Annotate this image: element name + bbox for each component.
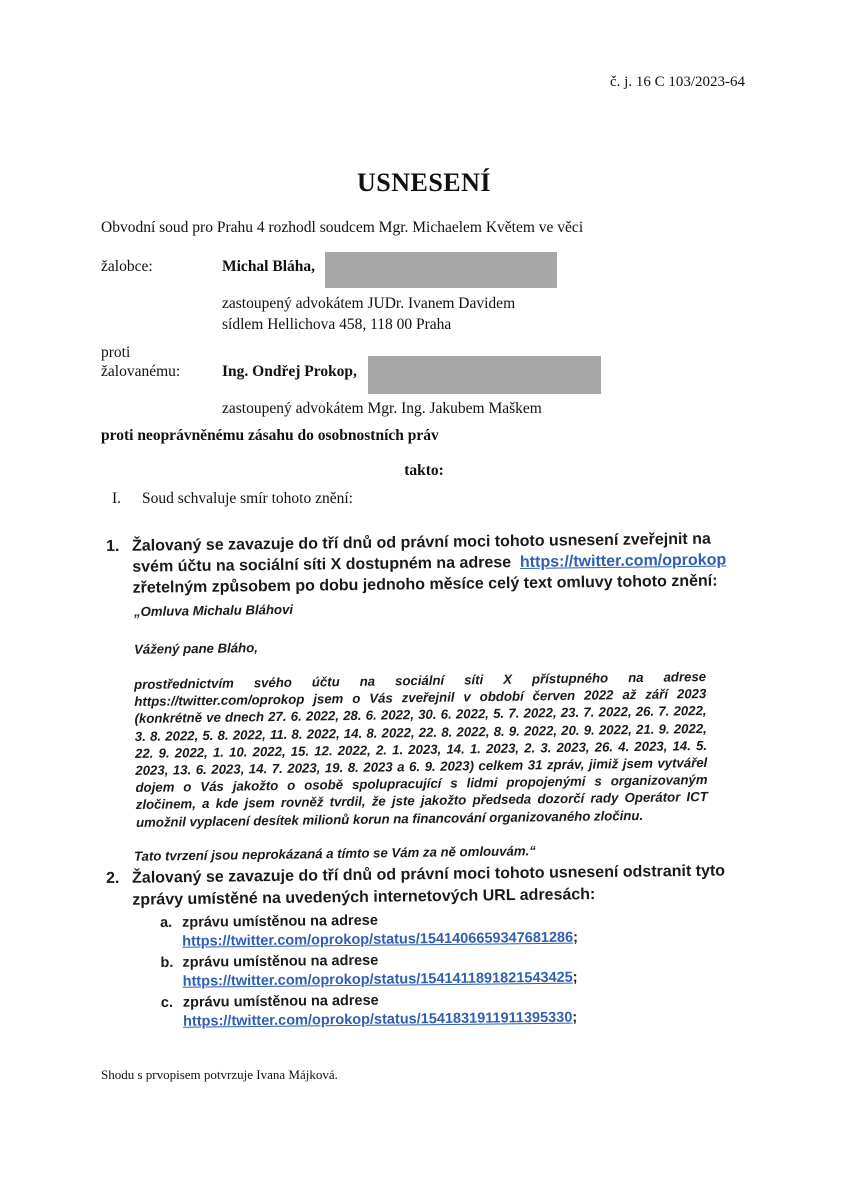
apology-body: prostřednictvím svého účtu na sociální síti X přístupného na adrese https://twitter.com/oprokop jsem o Vás zveřejnil v období červen 2022 až září 2023 (konkrétně ve dnech 27. 6. 2022, 28. 6. 2022, 30. 6. 2022, 5. 7. 2022, 23. 7. 2022, 26. 7. 2022, 3. 8. 2022, 5. 8. 2022, 11. 8. 2022, 14. 8. 2022, 22. 8. 2022, 8. 9. 2022, 20. 9. 2022, 21. 9. 2022, 22. 9. 2022, 1. 10. 2022, 15. 12. 2022, 2. 1. 2023, 14. 1. 2023, 2. 3. 2023, 26. 4. 2023, 14. 5. 2023, 13. 6. 2023, 14. 7. 2023, 19. 8. 2023 a 6. 9. 2023) celkem 31 zpráv, jimiž jsem vytvářel dojem o Vás jakožto o osobě spolupracující s lidmi propojenými s organizovaným zločinem, a kde jsem rovněž tvrdil, že jste jakožto předseda dozorčí rady Operátor ICT umožnil vyplacení desítek milionů korun na financování organizovaného zločinu.	[134, 669, 708, 830]
item-2-line-2: zprávy umístěné na uvedených internetových URL adresách:	[132, 886, 596, 909]
apology-heading: „Omluva Michalu Bláhovi	[133, 601, 294, 620]
document-title: USNESENÍ	[356, 168, 492, 197]
status-link[interactable]: https://twitter.com/oprokop/status/1541411891821543425	[182, 969, 573, 990]
status-link[interactable]: https://twitter.com/oprokop/status/1541831911911395330	[183, 1009, 573, 1030]
defendant-label-proti: proti	[101, 344, 131, 361]
item-2-number: 2.	[106, 869, 120, 888]
item-1-line-3: zřetelným způsobem po dobu jednoho měsíce celý text omluvy tohoto znění:	[132, 572, 718, 597]
section-number: I.	[112, 490, 122, 507]
apology-salutation: Vážený pane Bláho,	[133, 640, 258, 657]
status-link[interactable]: https://twitter.com/oprokop/status/1541406659347681286	[182, 929, 574, 950]
defendant-name: Ing. Ondřej Prokop,	[222, 363, 357, 380]
subitem-text: zprávu umístěnou na adrese	[182, 952, 379, 971]
subject-line: proti neoprávněnému zásahu do osobnostních práv	[101, 427, 439, 444]
subitem-letter: b.	[160, 954, 174, 971]
subitem-text: zprávu umístěnou na adrese	[181, 912, 378, 931]
subitem-text: zprávu umístěnou na adrese	[182, 992, 379, 1011]
twitter-profile-link[interactable]: https://twitter.com/oprokop	[519, 551, 727, 571]
takto-heading: takto:	[404, 462, 444, 479]
intro-text: Obvodní soud pro Prahu 4 rozhodl soudcem Mgr. Michaelem Květem ve věci	[101, 219, 584, 236]
subitem-letter: a.	[159, 914, 173, 931]
item-1-line-1: Žalovaný se zavazuje do tří dnů od právní moci tohoto usnesení zveřejnit na	[131, 530, 711, 555]
subitem-end: ;	[572, 969, 578, 986]
plaintiff-address: sídlem Hellichova 458, 118 00 Praha	[222, 316, 452, 333]
subitem-url-line	[183, 1010, 577, 1030]
defendant-label: žalovanému:	[101, 363, 181, 380]
plaintiff-label: žalobce:	[101, 258, 153, 275]
item-1-line-2-text: svém účtu na sociální síti X dostupném na adrese	[132, 554, 512, 576]
subitem-end: ;	[573, 929, 579, 946]
footer-certification: Shodu s prvopisem potvrzuje Ivana Májková.	[101, 1067, 338, 1082]
item-1-number: 1.	[105, 537, 120, 556]
apology-closing: Tato tvrzení jsou neprokázaná a tímto se Vám za ně omlouvám.“	[133, 843, 536, 864]
subitem-url-line	[182, 930, 578, 950]
subitem-letter: c.	[160, 994, 174, 1011]
subitem-url-line	[183, 970, 578, 990]
plaintiff-name: Michal Bláha,	[222, 258, 316, 275]
subitem-end: ;	[572, 1009, 578, 1026]
plaintiff-attorney: zastoupený advokátem JUDr. Ivanem Davidem	[222, 295, 516, 312]
section-text: Soud schvaluje smír tohoto znění:	[142, 490, 353, 507]
defendant-attorney: zastoupený advokátem Mgr. Ing. Jakubem Maškem	[222, 400, 542, 417]
item-2-line-1: Žalovaný se zavazuje do tří dnů od právní moci tohoto usnesení odstranit tyto	[131, 862, 726, 887]
case-number: č. j. 16 C 103/2023-64	[610, 74, 745, 90]
